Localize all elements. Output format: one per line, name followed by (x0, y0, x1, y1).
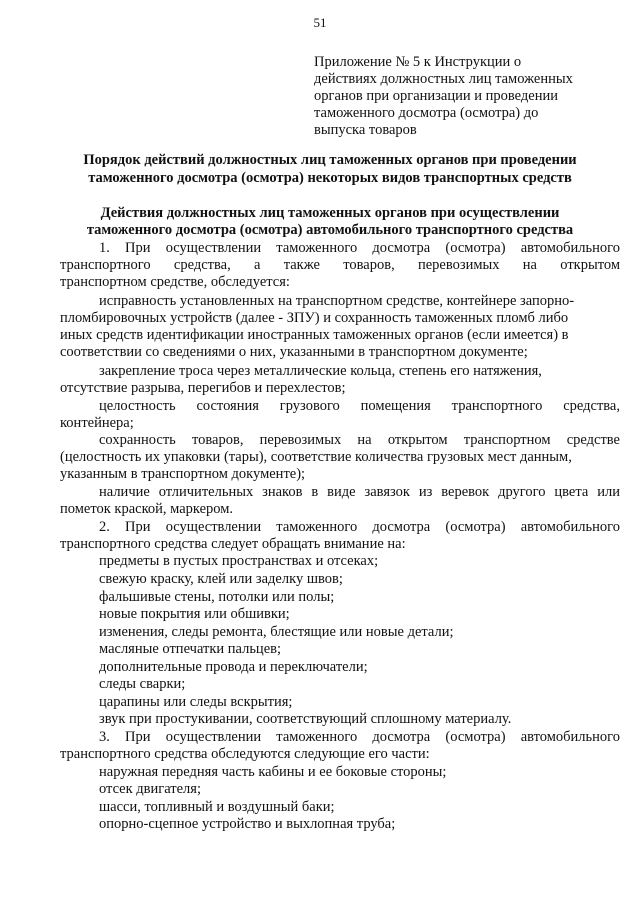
appendix-line: Приложение № 5 к Инструкции о (314, 54, 522, 70)
body-line: указанным в транспортном документе); (60, 466, 306, 482)
body-line: отсек двигателя; (99, 781, 201, 797)
body-line: наличие отличительных знаков в виде завязок из веревок другого цвета или (99, 484, 620, 500)
page-number: 51 (313, 15, 327, 30)
body-line: (целостность их упаковки (тары), соответствие количества грузовых мест данным, (60, 449, 572, 465)
appendix-line: таможенного досмотра (осмотра) до (314, 105, 539, 121)
body-line: исправность установленных на транспортном средстве, контейнере запорно- (99, 293, 575, 309)
body-line: пломбировочных устройств (далее - ЗПУ) и сохранность таможенных пломб либо (60, 310, 569, 326)
body-line: 1. При осуществлении таможенного досмотра (осмотра) автомобильного (99, 240, 620, 256)
body-line: звук при простукивании, соответствующий сплошному материалу. (99, 711, 512, 727)
body-line: отсутствие разрыва, перегибов и перехлестов; (60, 380, 346, 396)
appendix-line: органов при организации и проведении (314, 88, 558, 104)
body-line: пометок краской, маркером. (60, 501, 234, 517)
body-line: транспортном средстве, обследуется: (60, 274, 290, 290)
body-line: 3. При осуществлении таможенного досмотра (осмотра) автомобильного (99, 729, 620, 745)
body-line: следы сварки; (99, 676, 186, 692)
body-line: 2. При осуществлении таможенного досмотра (осмотра) автомобильного (99, 519, 620, 535)
main-title-line: Порядок действий должностных лиц таможенных органов при проведении (83, 152, 577, 168)
main-title-line: таможенного досмотра (осмотра) некоторых видов транспортных средств (88, 170, 572, 186)
body-line: сохранность товаров, перевозимых на открытом транспортном средстве (99, 432, 620, 448)
body-line: наружная передняя часть кабины и ее боковые стороны; (99, 764, 447, 780)
appendix-line: выпуска товаров (314, 122, 417, 138)
body-line: изменения, следы ремонта, блестящие или новые детали; (99, 624, 454, 640)
body-line: свежую краску, клей или заделку швов; (99, 571, 343, 587)
section-title-line: Действия должностных лиц таможенных органов при осуществлении (100, 205, 560, 221)
body-line: царапины или следы вскрытия; (99, 694, 293, 710)
body-line: соответствии со сведениями о них, указанными в транспортном документе; (60, 344, 528, 360)
body-line: иных средств идентификации иностранных таможенных органов (если имеется) в (60, 327, 569, 343)
body-line: транспортного средства следует обращать внимание на: (60, 536, 406, 552)
body-line: новые покрытия или обшивки; (99, 606, 290, 622)
body-line: масляные отпечатки пальцев; (99, 641, 282, 657)
body-line: транспортного средства, а также товаров, перевозимых на открытом (60, 257, 620, 273)
body-line: целостность состояния грузового помещения транспортного средства, (99, 398, 620, 414)
body-line: дополнительные провода и переключатели; (99, 659, 368, 675)
appendix-line: действиях должностных лиц таможенных (314, 71, 573, 87)
body-line: предметы в пустых пространствах и отсеках; (99, 553, 379, 569)
body-line: контейнера; (60, 415, 134, 431)
body-line: транспортного средства обследуются следующие его части: (60, 746, 430, 762)
body-line: закрепление троса через металлические кольца, степень его натяжения, (99, 363, 542, 379)
appendix-reference (314, 54, 624, 139)
body-line: шасси, топливный и воздушный баки; (99, 799, 335, 815)
body-line: опорно-сцепное устройство и выхлопная труба; (99, 816, 396, 832)
section-title-line: таможенного досмотра (осмотра) автомобильного транспортного средства (86, 222, 574, 238)
body-line: фальшивые стены, потолки или полы; (99, 589, 335, 605)
